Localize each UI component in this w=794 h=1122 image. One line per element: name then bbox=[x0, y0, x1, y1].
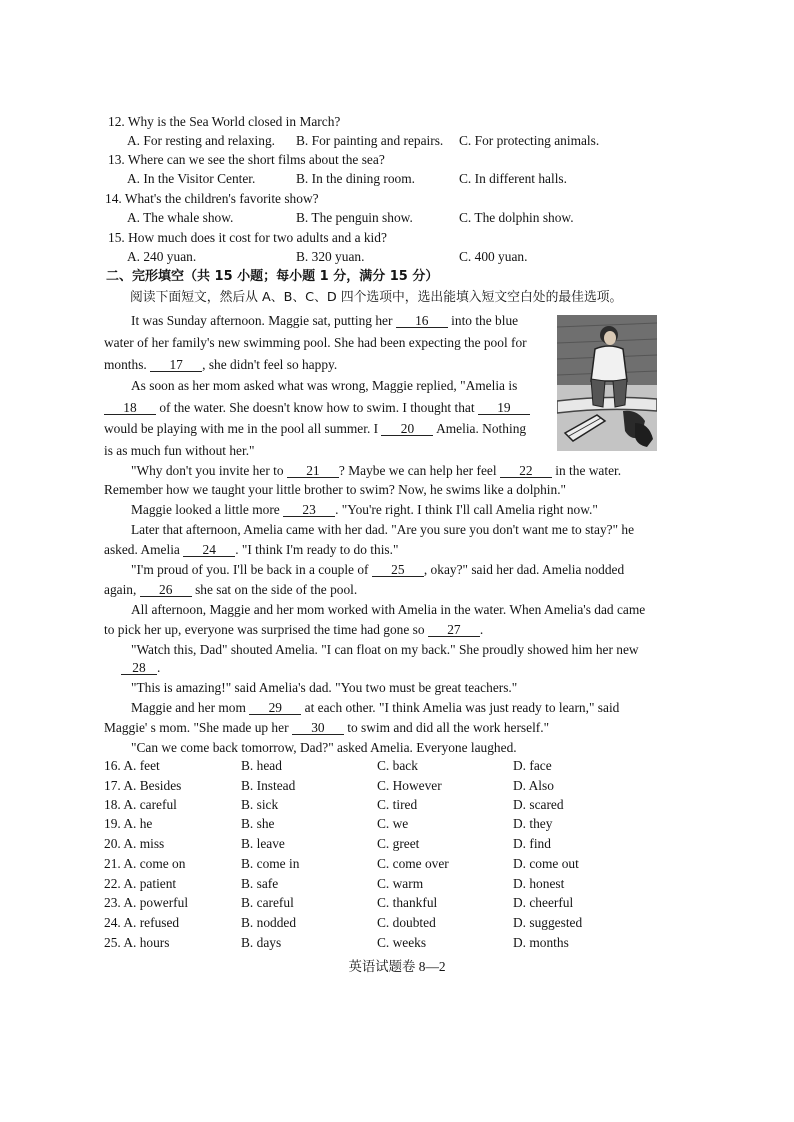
option-24b: B. nodded bbox=[241, 915, 297, 930]
option-20b: B. leave bbox=[241, 836, 285, 851]
option-18b: B. sick bbox=[241, 797, 279, 812]
option-20d: D. find bbox=[513, 836, 551, 851]
passage-line: Remember how we taught your little brother to swim? Now, he swims like a dolphin." bbox=[104, 482, 567, 497]
passage-line: water of her family's new swimming pool. She had been expecting the pool for bbox=[104, 335, 527, 350]
passage-line: "Watch this, Dad" shouted Amelia. "I can float on my back." She proudly showed him her new bbox=[131, 642, 639, 657]
blank-28: 28 bbox=[121, 661, 157, 675]
passage-line: Later that afternoon, Amelia came with her dad. "Are you sure you don't want me to stay?" he bbox=[131, 522, 635, 537]
option-17c: C. However bbox=[377, 778, 442, 793]
passage-line: 28 . bbox=[121, 660, 160, 676]
passage-line: All afternoon, Maggie and her mom worked with Amelia in the water. When Amelia's dad came bbox=[131, 602, 646, 617]
q14-option-b: B. The penguin show. bbox=[296, 210, 413, 225]
passage-line: again, 26 she sat on the side of the pool. bbox=[104, 582, 358, 597]
question-14: 14. What's the children's favorite show? bbox=[105, 191, 319, 206]
option-17b: B. Instead bbox=[241, 778, 296, 793]
q12-option-a: A. For resting and relaxing. bbox=[127, 133, 276, 148]
option-19b: B. she bbox=[241, 816, 275, 831]
q13-option-a: A. In the Visitor Center. bbox=[127, 171, 256, 186]
q13-option-b: B. In the dining room. bbox=[296, 171, 416, 186]
q15-option-c: C. 400 yuan. bbox=[459, 249, 528, 264]
option-22a: 22. A. patient bbox=[104, 876, 177, 891]
option-19c: C. we bbox=[377, 816, 409, 831]
girl-by-pool-illustration bbox=[557, 315, 657, 451]
option-25c: C. weeks bbox=[377, 935, 427, 950]
q13-option-c: C. In different halls. bbox=[459, 171, 567, 186]
q14-option-a: A. The whale show. bbox=[127, 210, 234, 225]
blank-18: 18 bbox=[104, 401, 156, 415]
blank-24: 24 bbox=[183, 543, 235, 557]
option-25d: D. months bbox=[513, 935, 569, 950]
option-25a: 25. A. hours bbox=[104, 935, 170, 950]
blank-21: 21 bbox=[287, 464, 339, 478]
blank-17: 17 bbox=[150, 358, 202, 372]
option-24a: 24. A. refused bbox=[104, 915, 180, 930]
option-16b: B. head bbox=[241, 758, 282, 773]
option-20a: 20. A. miss bbox=[104, 836, 165, 851]
option-22b: B. safe bbox=[241, 876, 279, 891]
blank-26: 26 bbox=[140, 583, 192, 597]
cloze-instruction: 阅读下面短文，然后从 A、B、C、D 四个选项中，选出能填入短文空白处的最佳选项。 bbox=[130, 290, 623, 305]
option-23d: D. cheerful bbox=[513, 895, 574, 910]
option-18c: C. tired bbox=[377, 797, 418, 812]
passage-line: "This is amazing!" said Amelia's dad. "You two must be great teachers." bbox=[131, 680, 518, 695]
blank-29: 29 bbox=[249, 701, 301, 715]
option-16c: C. back bbox=[377, 758, 418, 773]
blank-16: 16 bbox=[396, 314, 448, 328]
blank-20: 20 bbox=[381, 422, 433, 436]
option-16d: D. face bbox=[513, 758, 552, 773]
passage-line: "Can we come back tomorrow, Dad?" asked Amelia. Everyone laughed. bbox=[131, 740, 517, 755]
q12-option-b: B. For painting and repairs. bbox=[296, 133, 444, 148]
passage-line: "I'm proud of you. I'll be back in a couple of 25 , okay?" said her dad. Amelia nodded bbox=[131, 562, 625, 577]
passage-line: Maggie' s mom. "She made up her 30 to swim and did all the work herself." bbox=[104, 720, 550, 735]
q12-option-c: C. For protecting animals. bbox=[459, 133, 600, 148]
option-19a: 19. A. he bbox=[104, 816, 153, 831]
option-21b: B. come in bbox=[241, 856, 300, 871]
passage-line: Maggie looked a little more 23 . "You're right. I think I'll call Amelia right now." bbox=[131, 502, 598, 517]
option-23b: B. careful bbox=[241, 895, 294, 910]
option-21a: 21. A. come on bbox=[104, 856, 186, 871]
passage-line: "Why don't you invite her to 21 ? Maybe we can help her feel 22 in the water. bbox=[131, 463, 622, 478]
cloze-heading: 二、完形填空（共 15 小题；每小题 1 分，满分 15 分） bbox=[106, 269, 439, 284]
blank-23: 23 bbox=[283, 503, 335, 517]
option-18d: D. scared bbox=[513, 797, 564, 812]
blank-25: 25 bbox=[372, 563, 424, 577]
blank-22: 22 bbox=[500, 464, 552, 478]
blank-27: 27 bbox=[428, 623, 480, 637]
passage-line: As soon as her mom asked what was wrong, Maggie replied, "Amelia is bbox=[131, 378, 518, 393]
passage-line: Maggie and her mom 29 at each other. "I think Amelia was just ready to learn," said bbox=[131, 700, 620, 715]
option-18a: 18. A. careful bbox=[104, 797, 177, 812]
passage-line: 18 of the water. She doesn't know how to swim. I thought that 19 bbox=[104, 400, 530, 416]
passage-line: It was Sunday afternoon. Maggie sat, putting her 16 into the blue bbox=[131, 313, 519, 328]
option-17d: D. Also bbox=[513, 778, 554, 793]
q15-option-b: B. 320 yuan. bbox=[296, 249, 365, 264]
option-23c: C. thankful bbox=[377, 895, 438, 910]
passage-line: is as much fun without her." bbox=[104, 443, 255, 458]
option-24c: C. doubted bbox=[377, 915, 436, 930]
question-15: 15. How much does it cost for two adults and a kid? bbox=[108, 230, 387, 245]
passage-line: would be playing with me in the pool all summer. I 20 Amelia. Nothing bbox=[104, 421, 527, 436]
passage-line: to pick her up, everyone was surprised the time had gone so 27 . bbox=[104, 622, 484, 637]
option-19d: D. they bbox=[513, 816, 553, 831]
option-24d: D. suggested bbox=[513, 915, 583, 930]
passage-line: asked. Amelia 24 . "I think I'm ready to do this." bbox=[104, 542, 399, 557]
option-16a: 16. A. feet bbox=[104, 758, 160, 773]
option-25b: B. days bbox=[241, 935, 282, 950]
passage-line: months. 17 , she didn't feel so happy. bbox=[104, 357, 338, 372]
option-21c: C. come over bbox=[377, 856, 449, 871]
option-22c: C. warm bbox=[377, 876, 424, 891]
q14-option-c: C. The dolphin show. bbox=[459, 210, 574, 225]
question-13: 13. Where can we see the short films about the sea? bbox=[108, 152, 385, 167]
option-23a: 23. A. powerful bbox=[104, 895, 189, 910]
blank-30: 30 bbox=[292, 721, 344, 735]
page-footer: 英语试题卷 8—2 bbox=[348, 959, 446, 974]
blank-19: 19 bbox=[478, 401, 530, 415]
q15-option-a: A. 240 yuan. bbox=[127, 249, 197, 264]
option-21d: D. come out bbox=[513, 856, 579, 871]
option-17a: 17. A. Besides bbox=[104, 778, 182, 793]
option-22d: D. honest bbox=[513, 876, 565, 891]
question-12: 12. Why is the Sea World closed in March? bbox=[108, 114, 341, 129]
option-20c: C. greet bbox=[377, 836, 420, 851]
